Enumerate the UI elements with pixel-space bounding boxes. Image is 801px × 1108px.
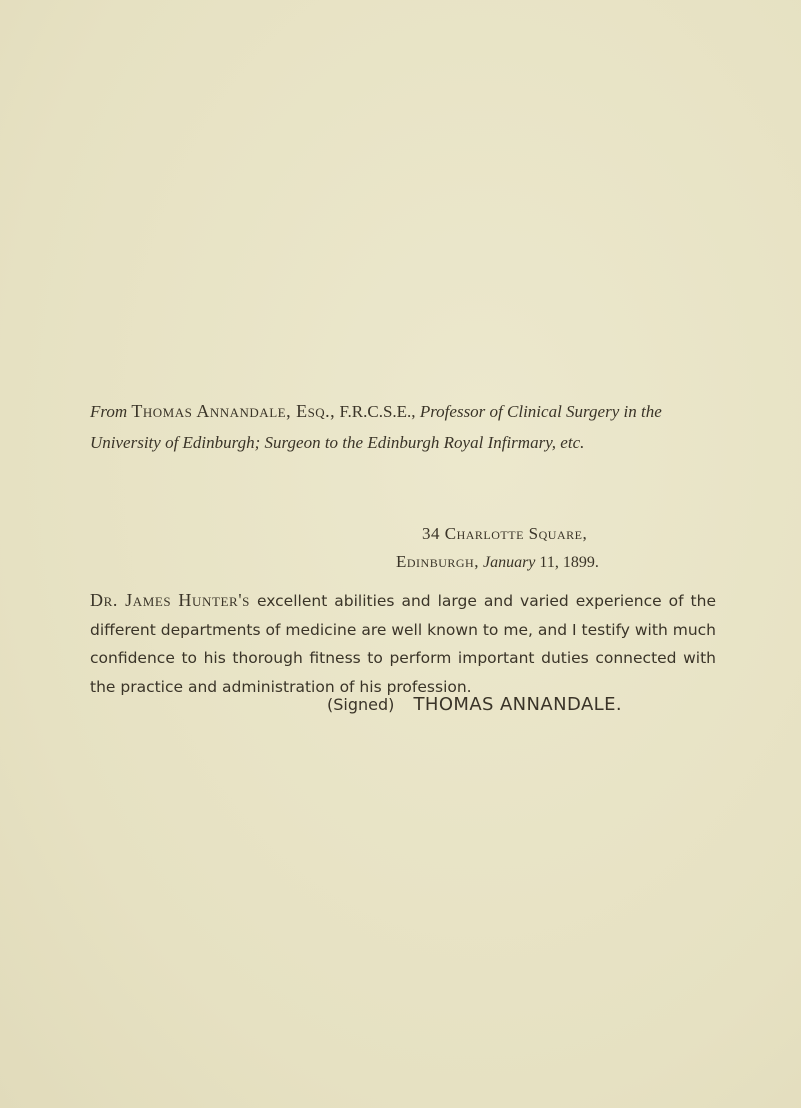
signed-label: (Signed) — [327, 695, 395, 714]
signatory-name: THOMAS ANNANDALE. — [413, 694, 622, 715]
address-city: Edinburgh, — [396, 552, 479, 571]
address-city-date — [396, 548, 742, 577]
author-name: Thomas Annandale, Esq., — [131, 401, 336, 421]
from-word: From — [90, 402, 128, 421]
signature-line — [327, 694, 622, 715]
date-rest: 11, 1899. — [539, 554, 599, 571]
address-street: 34 Charlotte Square, — [422, 524, 588, 543]
letter-body-text: excellent abilities and large and varied experience of the different departments of medicine are well known to me, and I testify with much confidence to his thorough fitness to perform important duties connected with the practice and administration of his profession. — [90, 592, 716, 696]
author-title-university: in the University of Edinburgh; — [90, 402, 662, 452]
author-credentials: F.R.C.S.E., — [339, 402, 416, 421]
author-title-professor: Professor of Clinical Surgery — [419, 402, 620, 421]
subject-name: Dr. James Hunter's — [90, 590, 251, 610]
author-title-infirmary: Infirmary, etc. — [487, 433, 585, 452]
date-month: January — [482, 554, 536, 571]
sender-address — [396, 520, 742, 577]
letter-heading — [90, 396, 730, 458]
author-title-surgeon: Surgeon to the Edinburgh Royal — [264, 433, 484, 452]
letter-body — [90, 586, 716, 701]
